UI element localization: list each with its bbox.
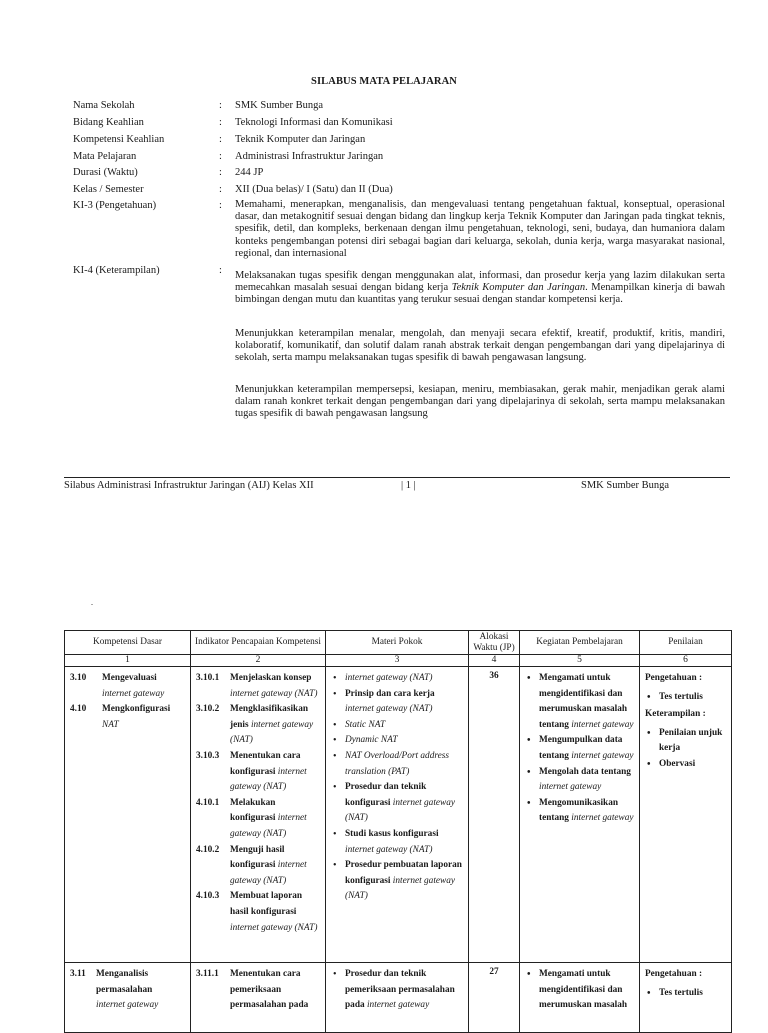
table-row <box>65 667 732 963</box>
syllabus-table <box>64 630 732 1033</box>
penilaian-cell <box>640 667 732 963</box>
table-row <box>65 963 732 1033</box>
indikator-item: 4.10.1 Melakukan konfigurasi internet gateway (NAT) <box>196 797 307 839</box>
meta-label: KI-4 (Keterampilan) <box>73 265 160 276</box>
penilaian-item: • Tes tertulis <box>659 986 727 1002</box>
indikator-item: 3.10.3 Menentukan cara konfigurasi internet gateway (NAT) <box>196 750 307 793</box>
header-indikator: Indikator Pencapaian Kompetensi <box>191 631 326 655</box>
kegiatan-item: • Mengamati untuk mengidentifikasi dan merumuskan masalah <box>539 967 635 1014</box>
header-kegiatan: Kegiatan Pembelajaran <box>520 631 640 655</box>
indikator-cell <box>191 667 326 963</box>
penilaian-cell <box>640 963 732 1033</box>
materi-item: • Static NAT <box>345 718 464 734</box>
col-number: 6 <box>640 655 732 667</box>
kegiatan-item: • Mengolah data tentang internet gateway <box>539 765 635 796</box>
meta-value: Teknik Komputer dan Jaringan <box>235 134 366 145</box>
indikator-item: 4.10.3 Membuat laporan hasil konfigurasi internet gateway (NAT) <box>196 891 318 933</box>
kegiatan-cell <box>520 667 640 963</box>
materi-item: • Prosedur pembuatan laporan konfigurasi internet gateway (NAT) <box>345 858 464 905</box>
meta-label: Nama Sekolah <box>73 100 135 111</box>
header-penilaian: Penilaian <box>640 631 732 655</box>
penilaian-item: • Tes tertulis <box>659 690 727 706</box>
materi-item: • Studi kasus konfigurasi internet gateway (NAT) <box>345 827 464 858</box>
indikator-item: 3.10.2 Mengklasifikasikan jenis internet gateway (NAT) <box>196 704 314 746</box>
meta-value: Teknologi Informasi dan Komunikasi <box>235 117 393 128</box>
meta-label: Durasi (Waktu) <box>73 167 138 178</box>
kd-item: 3.10 Mengevaluasi internet gateway <box>70 673 165 699</box>
kd-item: 4.10 Mengkonfigurasi NAT <box>70 704 171 730</box>
header-kd: Kompetensi Dasar <box>65 631 191 655</box>
materi-cell <box>326 963 469 1033</box>
col-number: 2 <box>191 655 326 667</box>
meta-colon: : <box>219 117 222 128</box>
kegiatan-item: • Mengumpulkan data tentang internet gateway <box>539 733 635 764</box>
ki3-text: Memahami, menerapkan, menganalisis, dan mengevaluasi tentang pengetahuan faktual, konseptual, operasional dasar, dan metakognitif sesuai dengan bidang dan lingkup kerja Teknik Komputer dan Jaringan pada tingkat teknis, spesifik, detil, dan kompleks, berkenaan dengan ilmu pengetahuan, teknologi, seni, budaya, dan humaniora dalam konteks pengembangan potensi diri sebagai bagian dari keluarga, sekolah, dunia kerja, warga masyarakat nasional, regional, dan internasional <box>235 199 725 259</box>
materi-item: • internet gateway (NAT) <box>345 671 464 687</box>
penilaian-heading: Keterampilan : <box>645 709 706 720</box>
meta-colon: : <box>219 100 222 111</box>
footer-left: Silabus Administrasi Infrastruktur Jaringan (AIJ) Kelas XII <box>64 480 314 491</box>
penilaian-item: • Penilaian unjuk kerja <box>659 726 727 757</box>
alokasi-value: 27 <box>489 967 499 977</box>
materi-item: • Prosedur dan teknik pemeriksaan permasalahan pada internet gateway <box>345 967 464 1014</box>
kd-cell <box>65 667 191 963</box>
alokasi-value: 36 <box>489 671 499 681</box>
indikator-item: 4.10.2 Menguji hasil konfigurasi internet gateway (NAT) <box>196 844 307 886</box>
indikator-item: 3.11.1 Menentukan cara pemeriksaan permasalahan pada <box>196 969 309 1011</box>
ki4-paragraph-3: Menunjukkan keterampilan mempersepsi, kesiapan, meniru, membiasakan, gerak mahir, menjadikan gerak alami dalam ranah konkret terkait dengan pengembangan dari yang dipelajarinya di sekolah, serta mampu melaksanakan tugas spesifik di bawah pengawasan langsung <box>235 384 725 420</box>
meta-colon: : <box>219 265 222 276</box>
kd-cell <box>65 963 191 1033</box>
penilaian-item: • Obervasi <box>659 757 727 773</box>
footer-right: SMK Sumber Bunga <box>581 480 670 491</box>
header-materi: Materi Pokok <box>326 631 469 655</box>
indikator-item: 3.10.1 Menjelaskan konsep internet gateway (NAT) <box>196 673 318 699</box>
table-number-row <box>65 655 732 667</box>
materi-item: • Prosedur dan teknik konfigurasi internet gateway (NAT) <box>345 780 464 827</box>
kegiatan-item: • Mengamati untuk mengidentifikasi dan merumuskan masalah tentang internet gateway <box>539 671 635 733</box>
footer-divider <box>64 477 730 478</box>
meta-label: KI-3 (Pengetahuan) <box>73 200 157 211</box>
kegiatan-item: • Mengomunikasikan tentang internet gateway <box>539 796 635 827</box>
meta-label: Kelas / Semester <box>73 184 144 195</box>
meta-colon: : <box>219 200 222 211</box>
meta-value: Administrasi Infrastruktur Jaringan <box>235 151 384 162</box>
col-number: 5 <box>520 655 640 667</box>
meta-label: Mata Pelajaran <box>73 151 137 162</box>
col-number: 1 <box>65 655 191 667</box>
materi-item: • Dynamic NAT <box>345 733 464 749</box>
header-alokasi: Alokasi Waktu (JP) <box>469 631 520 655</box>
document-title: SILABUS MATA PELAJARAN <box>311 76 457 87</box>
kd-item: 3.11 Menganalisis permasalahan internet gateway <box>70 969 159 1011</box>
meta-colon: : <box>219 167 222 178</box>
kegiatan-cell <box>520 963 640 1033</box>
table-header-row <box>65 631 732 655</box>
meta-colon: : <box>219 151 222 162</box>
penilaian-heading: Pengetahuan : <box>645 673 703 683</box>
alokasi-cell <box>469 963 520 1033</box>
meta-label: Bidang Keahlian <box>73 117 144 128</box>
ki4-paragraph-1: Melaksanakan tugas spesifik dengan menggunakan alat, informasi, dan prosedur kerja yang lazim dilakukan serta memecahkan masalah sesuai dengan bidang kerja Teknik Komputer dan Jaringan. Menampilkan kinerja di bawah bimbingan dengan mutu dan kuantitas yang terukur sesuai dengan standar kompetensi kerja. <box>235 270 725 306</box>
materi-item: • NAT Overload/Port address translation (PAT) <box>345 749 464 780</box>
meta-label: Kompetensi Keahlian <box>73 134 165 145</box>
ki4-paragraph-2: Menunjukkan keterampilan menalar, mengolah, dan menyaji secara efektif, kreatif, produktif, kritis, mandiri, kolaboratif, komunikatif, dan solutif dalam ranah abstrak terkait dengan pengembangan dari yang dipelajarinya di sekolah, serta mampu melaksanakan tugas spesifik di bawah pengawasan langsung. <box>235 328 725 364</box>
col-number: 3 <box>326 655 469 667</box>
meta-colon: : <box>219 184 222 195</box>
materi-item: • Prinsip dan cara kerja internet gateway (NAT) <box>345 687 464 718</box>
indikator-cell <box>191 963 326 1033</box>
meta-value: 244 JP <box>235 167 264 178</box>
materi-cell <box>326 667 469 963</box>
col-number: 4 <box>469 655 520 667</box>
alokasi-cell <box>469 667 520 963</box>
meta-value: XII (Dua belas)/ I (Satu) dan II (Dua) <box>235 184 393 195</box>
stray-dot: . <box>91 598 93 607</box>
page-number: | 1 | <box>401 480 416 491</box>
penilaian-heading: Pengetahuan : <box>645 969 703 979</box>
meta-colon: : <box>219 134 222 145</box>
meta-value: SMK Sumber Bunga <box>235 100 324 111</box>
